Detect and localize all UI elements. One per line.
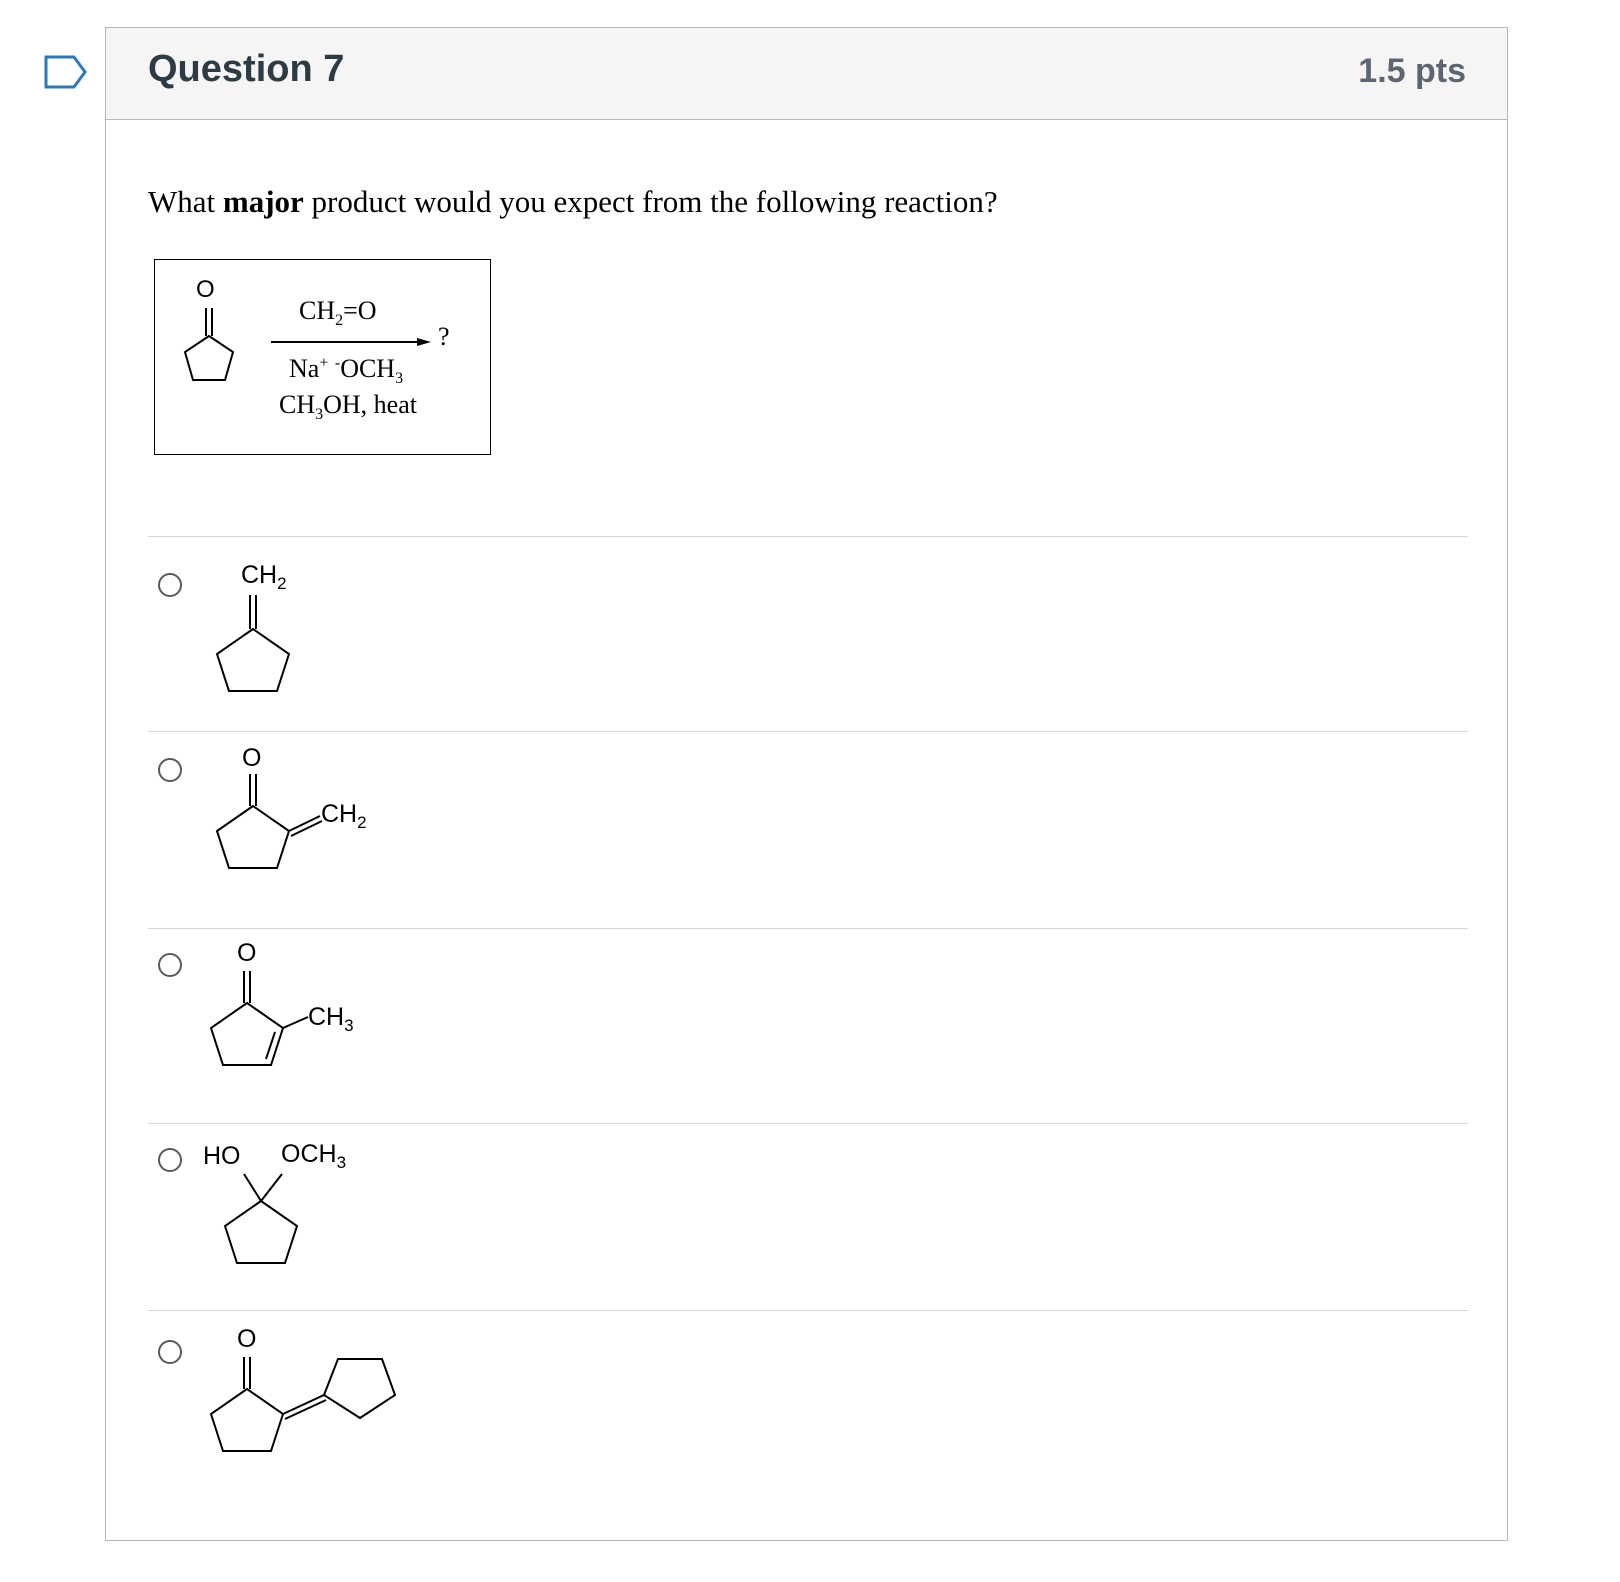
answer-divider — [148, 1123, 1468, 1124]
reaction-scheme — [154, 259, 491, 455]
answer-divider — [148, 731, 1468, 732]
answer-option-e[interactable] — [148, 1313, 1468, 1533]
answer-c-oxygen-label: O — [237, 939, 257, 967]
product-unknown: ? — [438, 322, 450, 351]
answer-e-structure — [148, 1313, 548, 1533]
answer-option-d[interactable] — [148, 1126, 1468, 1308]
reactant-oxygen-label: O — [196, 276, 215, 303]
answer-divider — [148, 536, 1468, 537]
reagent-sodium-methoxide: Na+ $^-OCH_3$ — [289, 354, 404, 388]
bookmark-flag-icon[interactable] — [44, 55, 88, 89]
question-title: Question 7 — [148, 48, 345, 90]
question-header — [106, 28, 1507, 120]
answer-divider — [148, 1310, 1468, 1311]
reagent-conditions: $CH_3OH$, heat — [279, 390, 417, 424]
answer-divider — [148, 928, 1468, 929]
answer-option-b[interactable] — [148, 736, 1468, 926]
question-prompt — [148, 184, 998, 220]
answer-b-ch2-label: $CH_2$ — [321, 800, 367, 832]
answer-d-och3-label: $OCH_3$ — [281, 1140, 347, 1172]
answer-d-ho-label: HO — [203, 1142, 241, 1170]
answer-a-ch2-label: $CH_2$ — [241, 561, 287, 593]
prompt-bold-word: major — [222, 184, 304, 219]
answer-option-c[interactable] — [148, 931, 1468, 1121]
answer-b-oxygen-label: O — [242, 744, 262, 772]
answer-c-ch3-label: $CH_3$ — [308, 1003, 354, 1035]
answer-a-structure — [148, 543, 548, 728]
prompt-text-end: product would you expect from the following reaction? — [303, 184, 998, 219]
question-card — [105, 27, 1508, 1541]
reagent-formaldehyde: $CH_2=O$ — [299, 296, 377, 330]
answer-e-oxygen-label: O — [237, 1325, 257, 1353]
prompt-text-start: What — [148, 184, 223, 219]
answer-option-a[interactable] — [148, 543, 1468, 728]
question-points: 1.5 pts — [1358, 52, 1466, 90]
answer-d-structure — [148, 1126, 548, 1308]
